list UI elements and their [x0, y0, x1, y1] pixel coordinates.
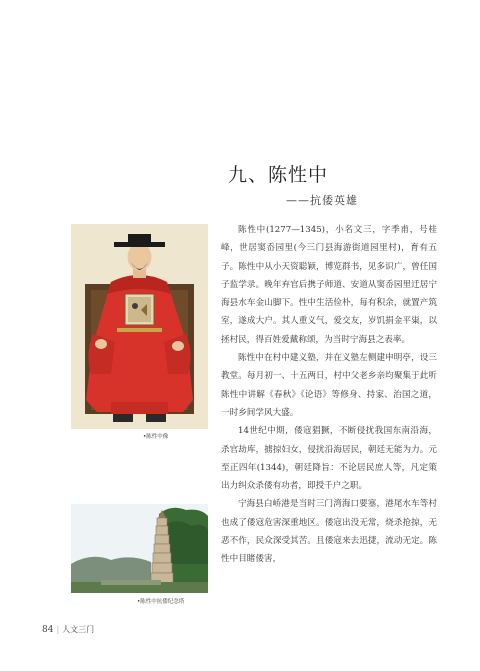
page-title: 九、陈性中 — [228, 164, 329, 186]
publication-name: 人文三门 — [62, 625, 95, 634]
pagoda-caption: •陈性中抗倭纪念塔 — [137, 599, 185, 605]
portrait-image — [71, 224, 208, 429]
paragraph: 陈性中在村中建义塾，并在义塾左侧建申明亭，设三教堂。每月初一、十五两日，村中父老乡亲均聚集于此听陈性中讲解《春秋》《论语》等修身、持家、治国之道，一时乡间学风大盛。 — [221, 353, 437, 418]
pagoda-photo — [71, 504, 208, 593]
page-subtitle: ——抗倭英雄 — [286, 194, 358, 207]
footer-separator: | — [56, 625, 60, 634]
portrait-caption: •陈性中像 — [143, 434, 169, 440]
paragraph: 宁海县白峤港是当时三门湾海口要塞，港尾水车等村也成了倭寇危害深重地区。倭寇出没无常，烧杀抢掠，无恶不作，民众深受其苦。且倭寇来去迅捷，流动无定。陈性中目睹倭害， — [221, 499, 437, 565]
page-footer — [42, 624, 94, 635]
paragraph: 陈性中(1277—1345)，小名文三，字季甫，号桂峰，世居窦岙园里(今三门县海游街道园里村)，育有五子。陈性中从小天资聪颖，博览群书，见多识广，曾任国子监学录。晚年弃官后携子师道、安道从窦岙园里迁居宁海县水车金山脚下。性中生活俭朴，每有积余，就置产筑室，遂成大户。其人重义气，爱交友，岁饥捐金平粜，以拯村民，得百姓爱戴称颂，为当时宁海县之表率。 — [221, 225, 437, 345]
article-body — [221, 221, 437, 569]
page-number: 84 — [42, 625, 54, 635]
paragraph: 14世纪中期，倭寇猖獗，不断侵扰我国东南沿海，杀官劫库，掳掠妇女，侵扰沿海居民，朝廷无能为力。元至正四年(1344)，朝廷降旨：不论居民庶人等，凡定策出力纠众杀倭有功者，即授千户之职。 — [221, 426, 437, 492]
